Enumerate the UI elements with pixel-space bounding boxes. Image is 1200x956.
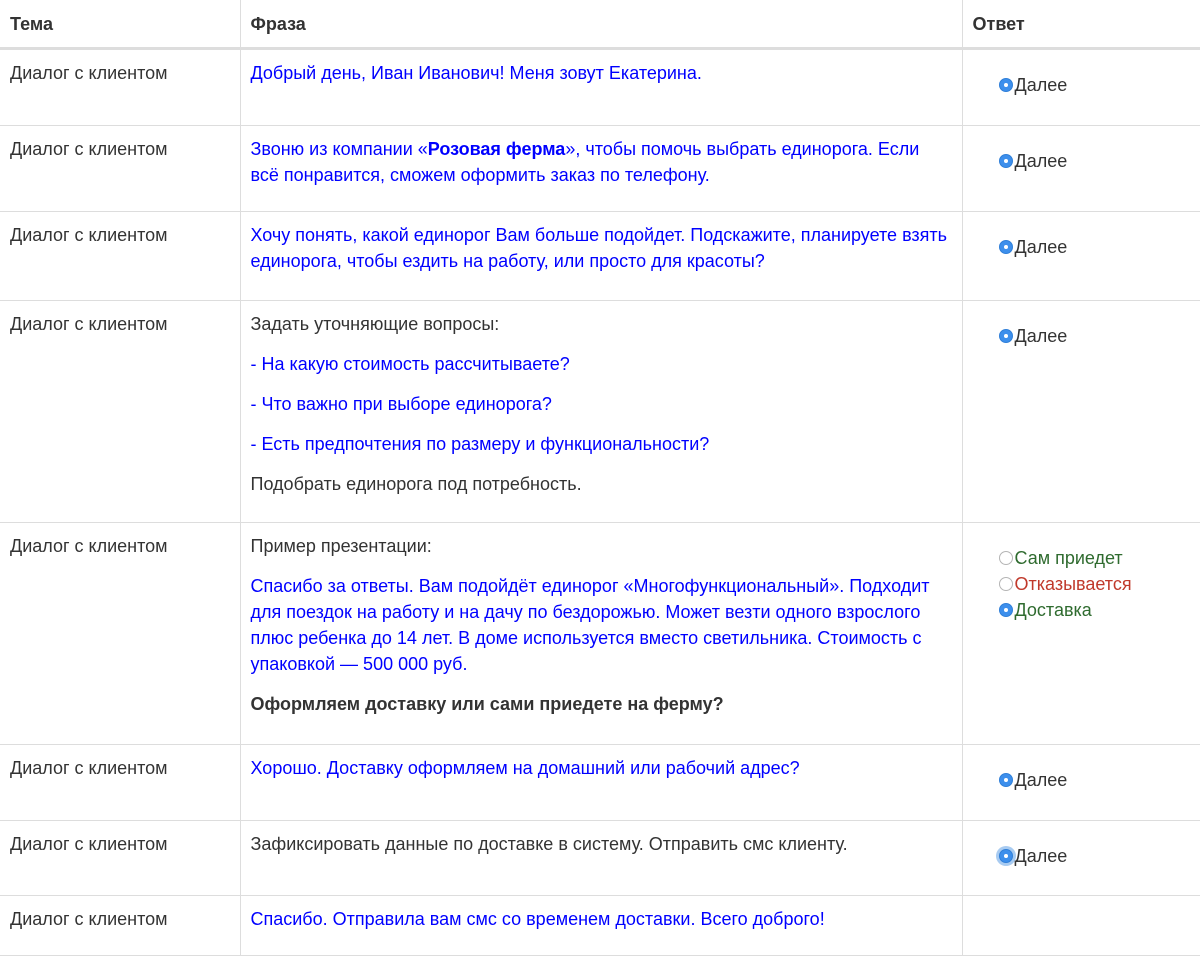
- phrase-text-bold: Оформляем доставку или сами приедете на ферму?: [250, 694, 724, 714]
- answer-option-label[interactable]: Далее: [1014, 770, 1068, 790]
- radio-button[interactable]: [999, 240, 1013, 254]
- phrase-text: - Есть предпочтения по размеру и функциональности?: [250, 434, 710, 454]
- topic-cell: Диалог с клиентом: [0, 301, 240, 523]
- topic-cell: Диалог с клиентом: [0, 49, 240, 126]
- phrase-paragraph: [251, 906, 952, 932]
- phrase-cell: [240, 49, 962, 126]
- phrase-paragraph: [251, 691, 952, 717]
- answer-cell: [962, 212, 1200, 301]
- table-row: [0, 212, 1200, 301]
- phrase-paragraph: [251, 471, 952, 497]
- radio-button[interactable]: [999, 603, 1013, 617]
- phrase-text: Зафиксировать данные по доставке в систему. Отправить смс клиенту.: [250, 834, 848, 854]
- answer-option[interactable]: [999, 767, 1191, 793]
- phrase-paragraph: [251, 755, 952, 781]
- answer-option-label[interactable]: Отказывается: [1014, 574, 1132, 594]
- radio-button[interactable]: [999, 154, 1013, 168]
- phrase-text: », чтобы помочь выбрать единорога. Если всё понравится, сможем оформить заказ по телефону.: [250, 139, 920, 185]
- phrase-text: Хочу понять, какой единорог Вам больше подойдет. Подскажите, планируете взять единорога, чтобы ездить на работу, или просто для красоты?: [250, 225, 948, 271]
- answer-option-label[interactable]: Далее: [1014, 326, 1068, 346]
- answer-cell: [962, 301, 1200, 523]
- radio-button[interactable]: [999, 849, 1013, 863]
- phrase-text: Задать уточняющие вопросы:: [250, 314, 500, 334]
- answer-option-label[interactable]: Далее: [1014, 846, 1068, 866]
- radio-button[interactable]: [999, 773, 1013, 787]
- answer-cell: [962, 49, 1200, 126]
- topic-cell: Диалог с клиентом: [0, 745, 240, 821]
- phrase-text: Спасибо за ответы. Вам подойдёт единорог «Многофункциональный». Подходит для поездок на работу и на дачу по бездорожью. Может везти одного взрослого плюс ребенка до 14 лет. В доме используется вместо светильника. Стоимость с упаковкой — 500 000 руб.: [250, 576, 930, 674]
- phrase-text: Добрый день, Иван Иванович! Меня зовут Екатерина.: [250, 63, 702, 83]
- phrase-cell: [240, 126, 962, 212]
- answer-option-label[interactable]: Сам приедет: [1014, 548, 1123, 568]
- answer-option[interactable]: [999, 545, 1191, 571]
- phrase-cell: [240, 301, 962, 523]
- radio-button[interactable]: [999, 577, 1013, 591]
- phrase-paragraph: [251, 431, 952, 457]
- topic-cell: Диалог с клиентом: [0, 126, 240, 212]
- phrase-text: Звоню из компании «: [250, 139, 428, 159]
- phrase-cell: [240, 821, 962, 896]
- phrase-paragraph: [251, 351, 952, 377]
- phrase-paragraph: [251, 391, 952, 417]
- table-row: [0, 301, 1200, 523]
- table-row: [0, 49, 1200, 126]
- answer-cell: [962, 745, 1200, 821]
- phrase-cell: [240, 896, 962, 956]
- phrase-text: Хорошо. Доставку оформляем на домашний или рабочий адрес?: [250, 758, 800, 778]
- answer-option[interactable]: [999, 843, 1191, 869]
- phrase-text: Подобрать единорога под потребность.: [250, 474, 582, 494]
- answer-option[interactable]: [999, 571, 1191, 597]
- phrase-text: Пример презентации:: [250, 536, 432, 556]
- phrase-paragraph: [251, 222, 952, 274]
- phrase-paragraph: [251, 573, 952, 677]
- phrase-text: - Что важно при выборе единорога?: [250, 394, 552, 414]
- answer-option-label[interactable]: Далее: [1014, 237, 1068, 257]
- answer-option[interactable]: [999, 323, 1191, 349]
- answer-option-label[interactable]: Далее: [1014, 75, 1068, 95]
- answer-cell: [962, 821, 1200, 896]
- phrase-cell: [240, 523, 962, 745]
- table-row: [0, 896, 1200, 956]
- phrase-text: Спасибо. Отправила вам смс со временем доставки. Всего доброго!: [250, 909, 825, 929]
- radio-button[interactable]: [999, 78, 1013, 92]
- phrase-cell: [240, 745, 962, 821]
- answer-option[interactable]: [999, 597, 1191, 623]
- phrase-cell: [240, 212, 962, 301]
- topic-cell: Диалог с клиентом: [0, 821, 240, 896]
- header-topic: Тема: [0, 0, 240, 49]
- topic-cell: Диалог с клиентом: [0, 523, 240, 745]
- header-phrase: Фраза: [240, 0, 962, 49]
- topic-cell: Диалог с клиентом: [0, 896, 240, 956]
- answer-option-label[interactable]: Доставка: [1014, 600, 1092, 620]
- answer-cell: [962, 126, 1200, 212]
- table-header-row: [0, 0, 1200, 49]
- radio-button[interactable]: [999, 551, 1013, 565]
- phrase-paragraph: [251, 831, 952, 857]
- topic-cell: Диалог с клиентом: [0, 212, 240, 301]
- table-row: [0, 523, 1200, 745]
- phrase-paragraph: [251, 136, 952, 188]
- phrase-text: - На какую стоимость рассчитываете?: [250, 354, 570, 374]
- table-row: [0, 126, 1200, 212]
- answer-cell: [962, 523, 1200, 745]
- answer-option[interactable]: [999, 72, 1191, 98]
- answer-option[interactable]: [999, 148, 1191, 174]
- phrase-paragraph: [251, 311, 952, 337]
- phrase-paragraph: [251, 533, 952, 559]
- header-answer: Ответ: [962, 0, 1200, 49]
- answer-option-label[interactable]: Далее: [1014, 151, 1068, 171]
- answer-option[interactable]: [999, 234, 1191, 260]
- answer-cell: [962, 896, 1200, 956]
- radio-button[interactable]: [999, 329, 1013, 343]
- phrase-text-bold: Розовая ферма: [427, 139, 566, 159]
- table-row: [0, 745, 1200, 821]
- phrase-paragraph: [251, 60, 952, 86]
- table-row: [0, 821, 1200, 896]
